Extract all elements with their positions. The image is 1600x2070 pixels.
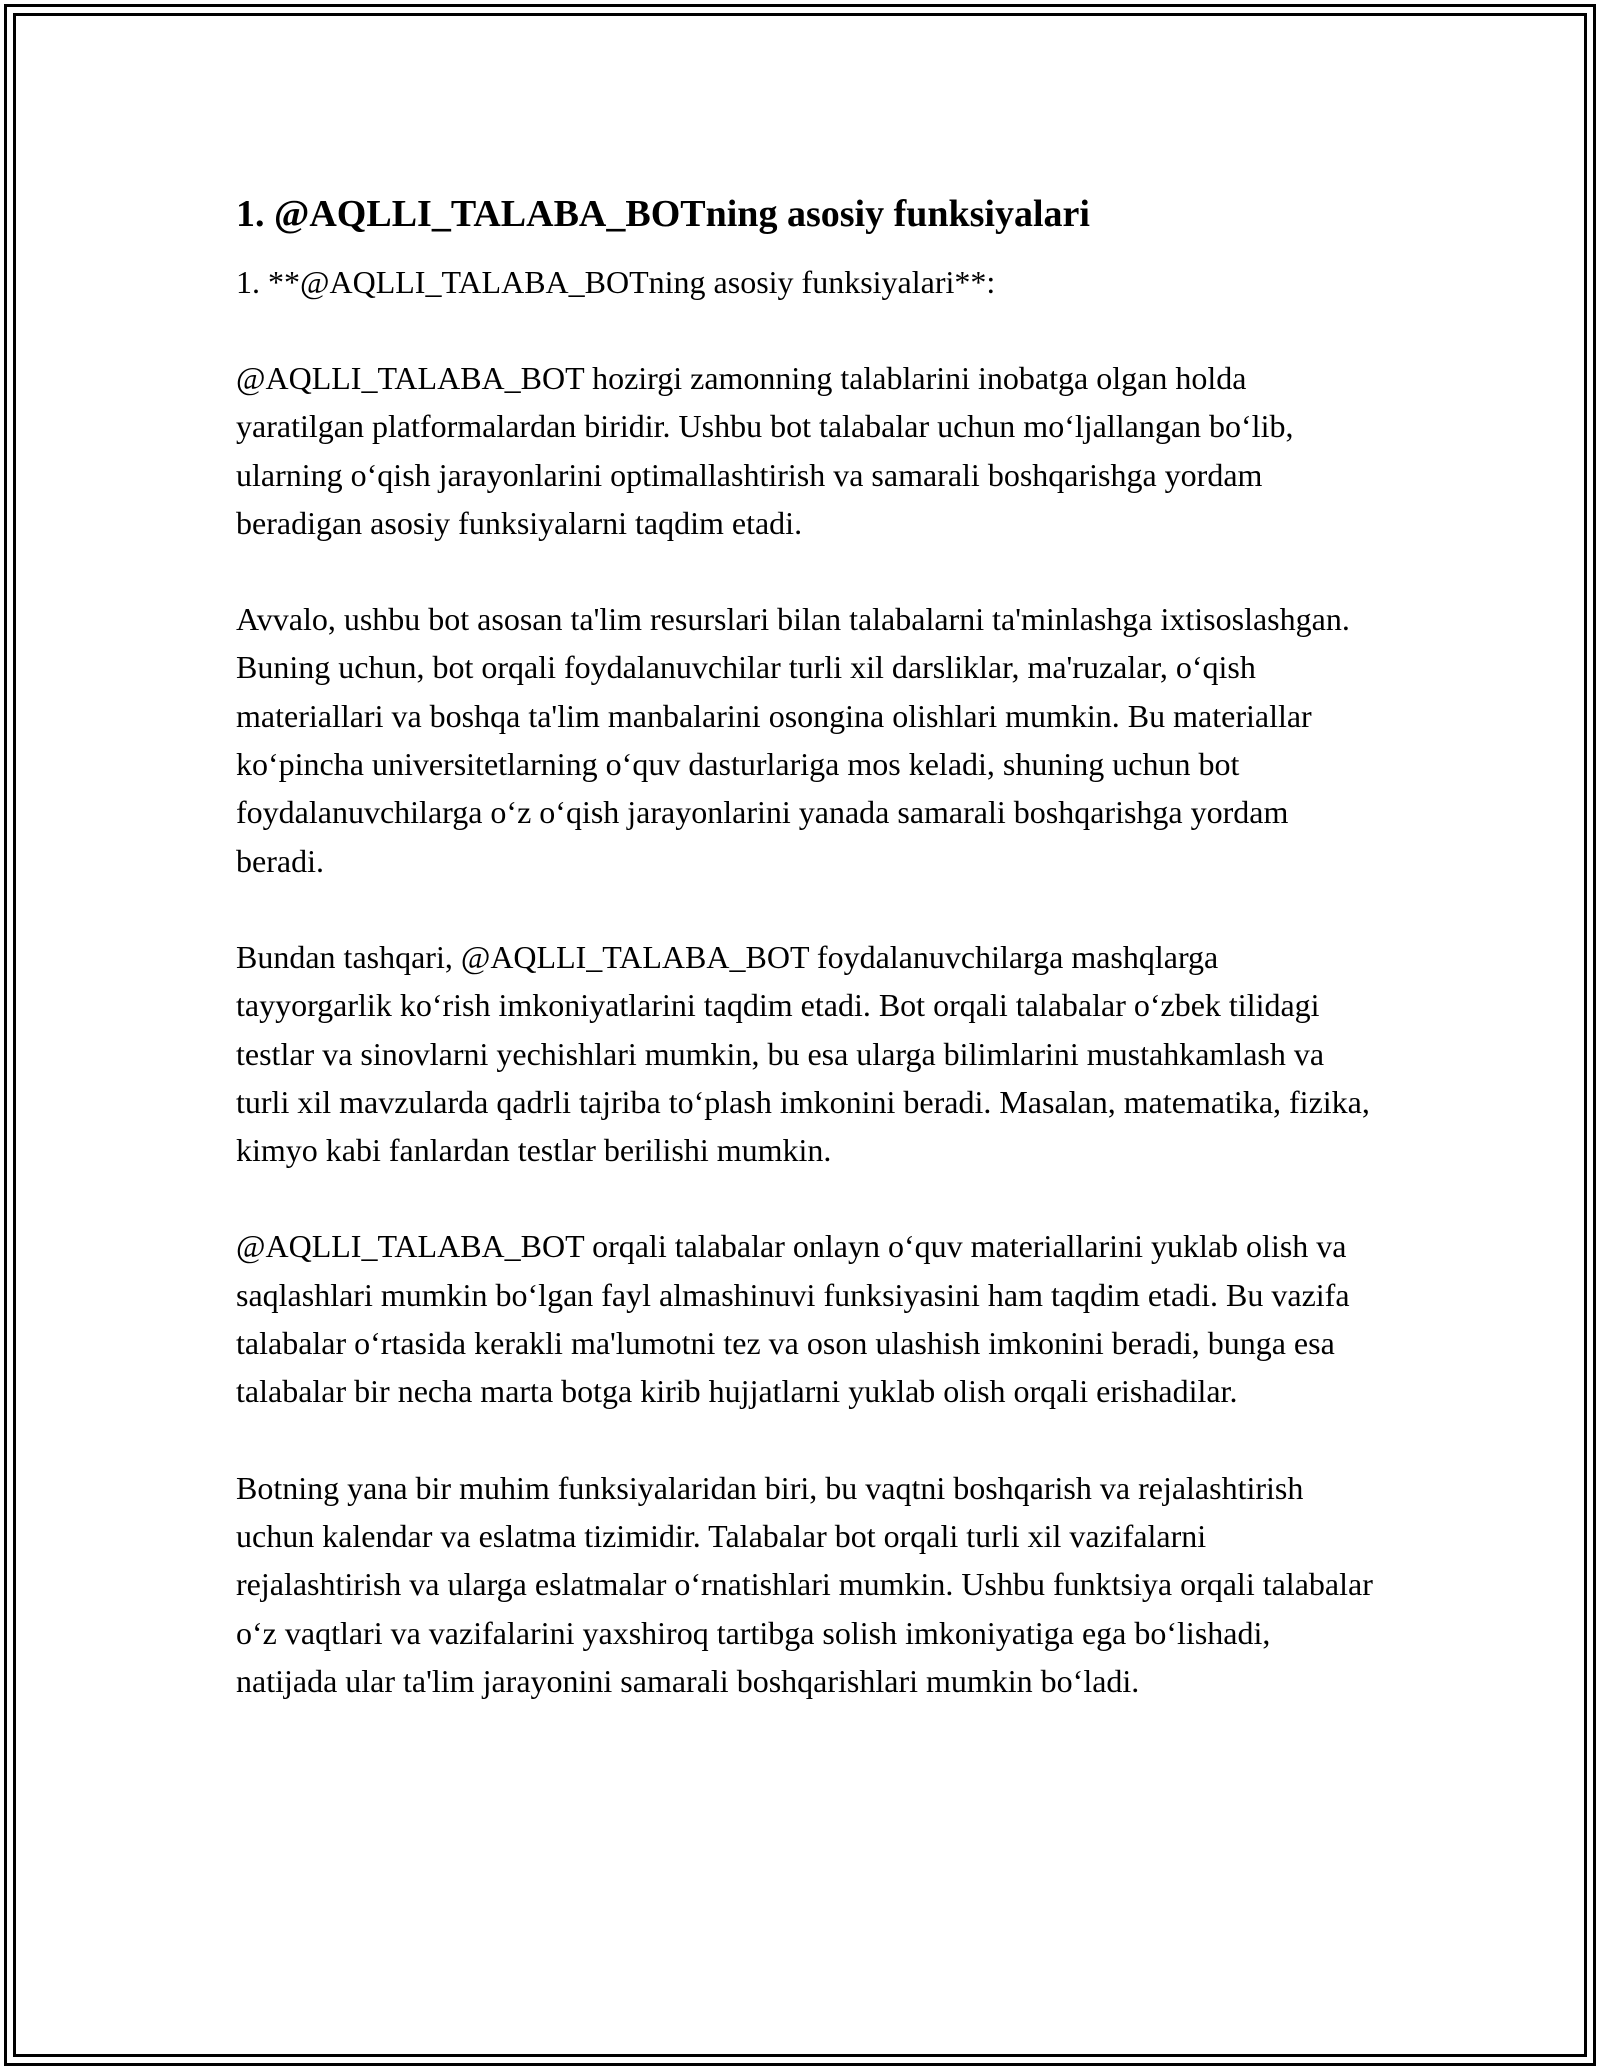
document-title: 1. @AQLLI_TALABA_BOTning asosiy funksiyalari: [236, 193, 1090, 235]
paragraph-1: @AQLLI_TALABA_BOT hozirgi zamonning talablarini inobatga olgan holda yaratilgan platformalardan biridir. Ushbu bot talabalar uchun mo‘ljallangan bo‘lib, ularning o‘qish jarayonlarini optimallashtirish va samarali boshqarishga yordam beradigan asosiy funksiyalarni taqdim etadi.: [236, 360, 1294, 541]
paragraph-2: Avvalo, ushbu bot asosan ta'lim resurslari bilan talabalarni ta'minlashga ixtisoslashgan. Buning uchun, bot orqali foydalanuvchilar turli xil darsliklar, ma'ruzalar, o‘qish materiallari va boshqa ta'lim manbalarini osongina olishlari mumkin. Bu materiallar ko‘pincha universitetlarning o‘quv dasturlariga mos keladi, shuning uchun bot foydalanuvchilarga o‘z o‘qish jarayonlarini yanada samarali boshqarishga yordam beradi.: [236, 601, 1350, 879]
document-body: [236, 188, 1376, 1705]
paragraph-3: Bundan tashqari, @AQLLI_TALABA_BOT foydalanuvchilarga mashqlarga tayyorgarlik ko‘rish imkoniyatlarini taqdim etadi. Bot orqali talabalar o‘zbek tilidagi testlar va sinovlarni yechishlari mumkin, bu esa ularga bilimlarini mustahkamlash va turli xil mavzularda qadrli tajriba to‘plash imkonini beradi. Masalan, matematika, fizika, kimyo kabi fanlardan testlar berilishi mumkin.: [236, 938, 1370, 1169]
paragraph-4: @AQLLI_TALABA_BOT orqali talabalar onlayn o‘quv materiallarini yuklab olish va saqlashlari mumkin bo‘lgan fayl almashinuvi funksiyasini ham taqdim etadi. Bu vazifa talabalar o‘rtasida kerakli ma'lumotni tez va oson ulashish imkonini beradi, bunga esa talabalar bir necha marta botga kirib hujjatlarni yuklab olish orqali erishadilar.: [236, 1228, 1350, 1410]
document-subtitle: 1. **@AQLLI_TALABA_BOTning asosiy funksiyalari**:: [236, 264, 996, 300]
paragraph-5: Botning yana bir muhim funksiyalaridan biri, bu vaqtni boshqarish va rejalashtirish uchun kalendar va eslatma tizimidir. Talabalar bot orqali turli xil vazifalarni rejalashtirish va ularga eslatmalar o‘rnatishlari mumkin. Ushbu funktsiya orqali talabalar o‘z vaqtlari va vazifalarini yaxshiroq tartibga solish imkoniyatiga ega bo‘lishadi, natijada ular ta'lim jarayonini samarali boshqarishlari mumkin bo‘ladi.: [236, 1469, 1373, 1699]
